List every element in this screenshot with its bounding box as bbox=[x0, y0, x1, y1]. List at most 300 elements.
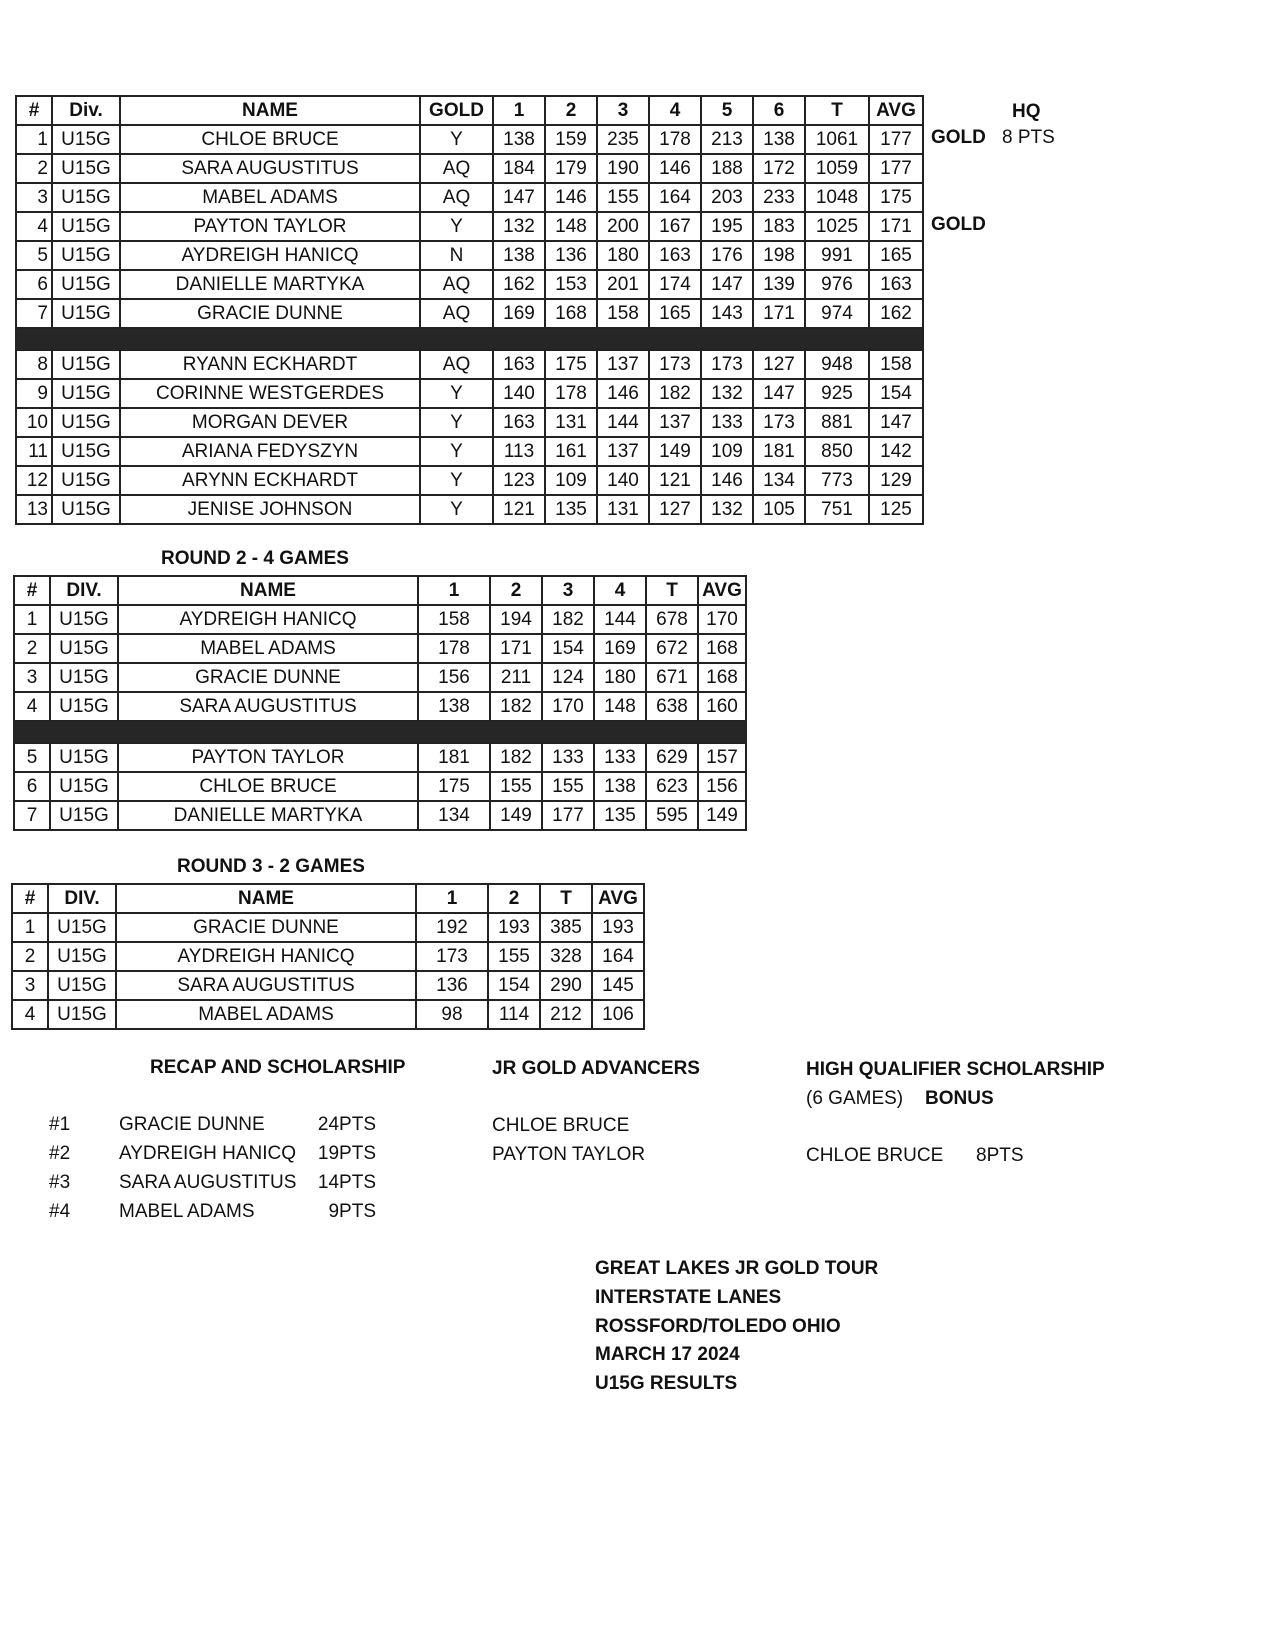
table-row bbox=[16, 408, 923, 437]
column-header: 1 bbox=[416, 884, 488, 913]
game-score-cell: 195 bbox=[701, 212, 753, 241]
recap-rank: #1 bbox=[49, 1114, 71, 1135]
hq-scholarship-points: 8PTS bbox=[976, 1145, 1024, 1166]
game-score-cell: 133 bbox=[542, 743, 594, 772]
average-cell: 177 bbox=[869, 154, 923, 183]
total-cell: 1061 bbox=[805, 125, 869, 154]
cut-line-divider bbox=[16, 328, 923, 350]
game-score-cell: 165 bbox=[649, 299, 701, 328]
game-score-cell: 159 bbox=[545, 125, 597, 154]
division-cell: U15G bbox=[52, 241, 120, 270]
rank-cell: 12 bbox=[16, 466, 52, 495]
name-cell: PAYTON TAYLOR bbox=[118, 743, 418, 772]
hq-points-note: 8 PTS bbox=[1002, 127, 1055, 148]
game-score-cell: 168 bbox=[545, 299, 597, 328]
division-cell: U15G bbox=[52, 350, 120, 379]
name-cell: MABEL ADAMS bbox=[118, 634, 418, 663]
rank-cell: 6 bbox=[14, 772, 50, 801]
rank-cell: 9 bbox=[16, 379, 52, 408]
game-score-cell: 155 bbox=[490, 772, 542, 801]
game-score-cell: 105 bbox=[753, 495, 805, 524]
gold-status-cell: AQ bbox=[420, 270, 493, 299]
game-score-cell: 211 bbox=[490, 663, 542, 692]
game-score-cell: 144 bbox=[597, 408, 649, 437]
game-score-cell: 154 bbox=[488, 971, 540, 1000]
rank-cell: 7 bbox=[16, 299, 52, 328]
name-cell: CHLOE BRUCE bbox=[118, 772, 418, 801]
rank-cell: 5 bbox=[14, 743, 50, 772]
name-cell: CORINNE WESTGERDES bbox=[120, 379, 420, 408]
gold-status-cell: AQ bbox=[420, 299, 493, 328]
table-row bbox=[14, 634, 746, 663]
rank-cell: 11 bbox=[16, 437, 52, 466]
game-score-cell: 155 bbox=[488, 942, 540, 971]
average-cell: 147 bbox=[869, 408, 923, 437]
name-cell: AYDREIGH HANICQ bbox=[118, 605, 418, 634]
game-score-cell: 154 bbox=[542, 634, 594, 663]
game-score-cell: 178 bbox=[418, 634, 490, 663]
total-cell: 623 bbox=[646, 772, 698, 801]
column-header: NAME bbox=[118, 576, 418, 605]
game-score-cell: 156 bbox=[418, 663, 490, 692]
cut-line-divider bbox=[14, 721, 746, 743]
total-cell: 925 bbox=[805, 379, 869, 408]
game-score-cell: 184 bbox=[493, 154, 545, 183]
game-score-cell: 155 bbox=[597, 183, 649, 212]
hq-scholarship-bonus: BONUS bbox=[925, 1088, 994, 1109]
game-score-cell: 163 bbox=[649, 241, 701, 270]
total-cell: 881 bbox=[805, 408, 869, 437]
round2-table bbox=[13, 575, 747, 831]
round3-table bbox=[11, 883, 645, 1030]
name-cell: GRACIE DUNNE bbox=[116, 913, 416, 942]
game-score-cell: 136 bbox=[545, 241, 597, 270]
total-cell: 638 bbox=[646, 692, 698, 721]
gold-status-cell: Y bbox=[420, 212, 493, 241]
rank-cell: 13 bbox=[16, 495, 52, 524]
total-cell: 1025 bbox=[805, 212, 869, 241]
division-cell: U15G bbox=[52, 299, 120, 328]
total-cell: 328 bbox=[540, 942, 592, 971]
column-header: 1 bbox=[493, 96, 545, 125]
average-cell: 125 bbox=[869, 495, 923, 524]
game-score-cell: 146 bbox=[649, 154, 701, 183]
total-cell: 671 bbox=[646, 663, 698, 692]
table-row bbox=[16, 299, 923, 328]
column-header: 3 bbox=[542, 576, 594, 605]
column-header: # bbox=[16, 96, 52, 125]
column-header: 4 bbox=[594, 576, 646, 605]
game-score-cell: 133 bbox=[701, 408, 753, 437]
column-header: 2 bbox=[490, 576, 542, 605]
hq-column-header: HQ bbox=[1012, 101, 1041, 122]
total-cell: 678 bbox=[646, 605, 698, 634]
rank-cell: 4 bbox=[16, 212, 52, 241]
column-header: DIV. bbox=[50, 576, 118, 605]
name-cell: DANIELLE MARTYKA bbox=[120, 270, 420, 299]
game-score-cell: 178 bbox=[545, 379, 597, 408]
division-cell: U15G bbox=[52, 270, 120, 299]
footer-line: INTERSTATE LANES bbox=[595, 1287, 782, 1308]
game-score-cell: 161 bbox=[545, 437, 597, 466]
column-header: DIV. bbox=[48, 884, 116, 913]
game-score-cell: 135 bbox=[545, 495, 597, 524]
total-cell: 290 bbox=[540, 971, 592, 1000]
name-cell: CHLOE BRUCE bbox=[120, 125, 420, 154]
table-row bbox=[16, 495, 923, 524]
average-cell: 193 bbox=[592, 913, 644, 942]
game-score-cell: 158 bbox=[418, 605, 490, 634]
division-cell: U15G bbox=[50, 801, 118, 830]
recap-name: SARA AUGUSTITUS bbox=[119, 1172, 297, 1193]
division-cell: U15G bbox=[52, 466, 120, 495]
game-score-cell: 149 bbox=[649, 437, 701, 466]
name-cell: GRACIE DUNNE bbox=[120, 299, 420, 328]
rank-cell: 4 bbox=[12, 1000, 48, 1029]
game-score-cell: 235 bbox=[597, 125, 649, 154]
game-score-cell: 140 bbox=[493, 379, 545, 408]
average-cell: 145 bbox=[592, 971, 644, 1000]
total-cell: 1059 bbox=[805, 154, 869, 183]
table-row bbox=[12, 913, 644, 942]
column-header: T bbox=[805, 96, 869, 125]
game-score-cell: 149 bbox=[490, 801, 542, 830]
column-header: 4 bbox=[649, 96, 701, 125]
game-score-cell: 169 bbox=[493, 299, 545, 328]
game-score-cell: 173 bbox=[701, 350, 753, 379]
game-score-cell: 182 bbox=[490, 743, 542, 772]
average-cell: 149 bbox=[698, 801, 746, 830]
division-cell: U15G bbox=[48, 971, 116, 1000]
rank-cell: 6 bbox=[16, 270, 52, 299]
footer-line: U15G RESULTS bbox=[595, 1373, 738, 1394]
division-cell: U15G bbox=[48, 913, 116, 942]
name-cell: SARA AUGUSTITUS bbox=[120, 154, 420, 183]
average-cell: 165 bbox=[869, 241, 923, 270]
game-score-cell: 132 bbox=[701, 495, 753, 524]
game-score-cell: 158 bbox=[597, 299, 649, 328]
name-cell: SARA AUGUSTITUS bbox=[116, 971, 416, 1000]
division-cell: U15G bbox=[52, 437, 120, 466]
game-score-cell: 192 bbox=[416, 913, 488, 942]
game-score-cell: 193 bbox=[488, 913, 540, 942]
game-score-cell: 171 bbox=[753, 299, 805, 328]
table-row bbox=[14, 743, 746, 772]
average-cell: 177 bbox=[869, 125, 923, 154]
game-score-cell: 138 bbox=[753, 125, 805, 154]
recap-rank: #2 bbox=[49, 1143, 71, 1164]
average-cell: 106 bbox=[592, 1000, 644, 1029]
game-score-cell: 176 bbox=[701, 241, 753, 270]
game-score-cell: 134 bbox=[418, 801, 490, 830]
gold-note: GOLD bbox=[931, 127, 986, 148]
division-cell: U15G bbox=[50, 634, 118, 663]
game-score-cell: 163 bbox=[493, 408, 545, 437]
table-row bbox=[12, 1000, 644, 1029]
game-score-cell: 109 bbox=[701, 437, 753, 466]
game-score-cell: 175 bbox=[418, 772, 490, 801]
gold-status-cell: AQ bbox=[420, 183, 493, 212]
game-score-cell: 147 bbox=[493, 183, 545, 212]
game-score-cell: 137 bbox=[649, 408, 701, 437]
rank-cell: 3 bbox=[14, 663, 50, 692]
game-score-cell: 132 bbox=[701, 379, 753, 408]
game-score-cell: 127 bbox=[649, 495, 701, 524]
recap-name: MABEL ADAMS bbox=[119, 1201, 255, 1222]
total-cell: 850 bbox=[805, 437, 869, 466]
game-score-cell: 183 bbox=[753, 212, 805, 241]
gold-status-cell: Y bbox=[420, 408, 493, 437]
gold-status-cell: Y bbox=[420, 495, 493, 524]
game-score-cell: 133 bbox=[594, 743, 646, 772]
table-row bbox=[14, 772, 746, 801]
game-score-cell: 147 bbox=[701, 270, 753, 299]
rank-cell: 4 bbox=[14, 692, 50, 721]
game-score-cell: 194 bbox=[490, 605, 542, 634]
game-score-cell: 167 bbox=[649, 212, 701, 241]
column-header: 2 bbox=[488, 884, 540, 913]
game-score-cell: 190 bbox=[597, 154, 649, 183]
game-score-cell: 171 bbox=[490, 634, 542, 663]
column-header: 5 bbox=[701, 96, 753, 125]
table-row bbox=[16, 270, 923, 299]
game-score-cell: 124 bbox=[542, 663, 594, 692]
total-cell: 974 bbox=[805, 299, 869, 328]
rank-cell: 2 bbox=[16, 154, 52, 183]
recap-title: RECAP AND SCHOLARSHIP bbox=[150, 1057, 406, 1078]
division-cell: U15G bbox=[50, 605, 118, 634]
gold-status-cell: Y bbox=[420, 466, 493, 495]
cut-line-bar bbox=[16, 328, 923, 350]
table-row bbox=[12, 942, 644, 971]
table-row bbox=[16, 466, 923, 495]
name-cell: MABEL ADAMS bbox=[116, 1000, 416, 1029]
average-cell: 175 bbox=[869, 183, 923, 212]
name-cell: PAYTON TAYLOR bbox=[120, 212, 420, 241]
game-score-cell: 98 bbox=[416, 1000, 488, 1029]
column-header: AVG bbox=[698, 576, 746, 605]
average-cell: 168 bbox=[698, 634, 746, 663]
average-cell: 158 bbox=[869, 350, 923, 379]
recap-points: 14PTS bbox=[317, 1172, 376, 1193]
round1-table bbox=[15, 95, 924, 525]
column-header: # bbox=[14, 576, 50, 605]
game-score-cell: 147 bbox=[753, 379, 805, 408]
table-row bbox=[16, 241, 923, 270]
name-cell: ARYNN ECKHARDT bbox=[120, 466, 420, 495]
table-row bbox=[14, 605, 746, 634]
game-score-cell: 121 bbox=[493, 495, 545, 524]
total-cell: 212 bbox=[540, 1000, 592, 1029]
game-score-cell: 182 bbox=[649, 379, 701, 408]
rank-cell: 7 bbox=[14, 801, 50, 830]
game-score-cell: 138 bbox=[493, 241, 545, 270]
name-cell: AYDREIGH HANICQ bbox=[116, 942, 416, 971]
game-score-cell: 203 bbox=[701, 183, 753, 212]
hq-scholarship-name: CHLOE BRUCE bbox=[806, 1145, 944, 1166]
game-score-cell: 175 bbox=[545, 350, 597, 379]
game-score-cell: 180 bbox=[594, 663, 646, 692]
column-header: 1 bbox=[418, 576, 490, 605]
game-score-cell: 139 bbox=[753, 270, 805, 299]
game-score-cell: 138 bbox=[493, 125, 545, 154]
table-row bbox=[16, 183, 923, 212]
gold-status-cell: Y bbox=[420, 125, 493, 154]
game-score-cell: 178 bbox=[649, 125, 701, 154]
game-score-cell: 173 bbox=[753, 408, 805, 437]
recap-points: 9PTS bbox=[328, 1201, 376, 1222]
gold-note: GOLD bbox=[931, 214, 986, 235]
division-cell: U15G bbox=[52, 183, 120, 212]
table-row bbox=[16, 125, 923, 154]
game-score-cell: 137 bbox=[597, 437, 649, 466]
game-score-cell: 180 bbox=[597, 241, 649, 270]
column-header: AVG bbox=[592, 884, 644, 913]
total-cell: 976 bbox=[805, 270, 869, 299]
rank-cell: 2 bbox=[12, 942, 48, 971]
column-header: 6 bbox=[753, 96, 805, 125]
recap-name: AYDREIGH HANICQ bbox=[119, 1143, 297, 1164]
game-score-cell: 179 bbox=[545, 154, 597, 183]
game-score-cell: 173 bbox=[416, 942, 488, 971]
division-cell: U15G bbox=[50, 743, 118, 772]
game-score-cell: 200 bbox=[597, 212, 649, 241]
name-cell: MORGAN DEVER bbox=[120, 408, 420, 437]
name-cell: MABEL ADAMS bbox=[120, 183, 420, 212]
game-score-cell: 153 bbox=[545, 270, 597, 299]
rank-cell: 8 bbox=[16, 350, 52, 379]
game-score-cell: 163 bbox=[493, 350, 545, 379]
game-score-cell: 137 bbox=[597, 350, 649, 379]
round2-header-row bbox=[14, 576, 746, 605]
game-score-cell: 172 bbox=[753, 154, 805, 183]
game-score-cell: 131 bbox=[545, 408, 597, 437]
table-row bbox=[14, 663, 746, 692]
hq-scholarship-title: HIGH QUALIFIER SCHOLARSHIP bbox=[806, 1059, 1105, 1080]
game-score-cell: 113 bbox=[493, 437, 545, 466]
game-score-cell: 121 bbox=[649, 466, 701, 495]
recap-points: 24PTS bbox=[317, 1114, 376, 1135]
recap-name: GRACIE DUNNE bbox=[119, 1114, 265, 1135]
footer-line: GREAT LAKES JR GOLD TOUR bbox=[595, 1258, 879, 1279]
column-header: 3 bbox=[597, 96, 649, 125]
game-score-cell: 127 bbox=[753, 350, 805, 379]
rank-cell: 3 bbox=[16, 183, 52, 212]
column-header: T bbox=[540, 884, 592, 913]
game-score-cell: 182 bbox=[542, 605, 594, 634]
game-score-cell: 144 bbox=[594, 605, 646, 634]
total-cell: 991 bbox=[805, 241, 869, 270]
gold-status-cell: Y bbox=[420, 379, 493, 408]
table-row bbox=[14, 692, 746, 721]
rank-cell: 1 bbox=[14, 605, 50, 634]
average-cell: 162 bbox=[869, 299, 923, 328]
game-score-cell: 143 bbox=[701, 299, 753, 328]
game-score-cell: 146 bbox=[545, 183, 597, 212]
name-cell: JENISE JOHNSON bbox=[120, 495, 420, 524]
footer-line: MARCH 17 2024 bbox=[595, 1344, 740, 1365]
division-cell: U15G bbox=[52, 379, 120, 408]
game-score-cell: 138 bbox=[594, 772, 646, 801]
division-cell: U15G bbox=[50, 772, 118, 801]
column-header: T bbox=[646, 576, 698, 605]
total-cell: 385 bbox=[540, 913, 592, 942]
game-score-cell: 114 bbox=[488, 1000, 540, 1029]
game-score-cell: 170 bbox=[542, 692, 594, 721]
game-score-cell: 181 bbox=[418, 743, 490, 772]
column-header: Div. bbox=[52, 96, 120, 125]
footer-line: ROSSFORD/TOLEDO OHIO bbox=[595, 1316, 841, 1337]
game-score-cell: 136 bbox=[416, 971, 488, 1000]
game-score-cell: 134 bbox=[753, 466, 805, 495]
table-row bbox=[16, 379, 923, 408]
total-cell: 773 bbox=[805, 466, 869, 495]
game-score-cell: 123 bbox=[493, 466, 545, 495]
column-header: NAME bbox=[116, 884, 416, 913]
table-row bbox=[16, 154, 923, 183]
round2-title: ROUND 2 - 4 GAMES bbox=[161, 548, 349, 569]
game-score-cell: 173 bbox=[649, 350, 701, 379]
game-score-cell: 181 bbox=[753, 437, 805, 466]
total-cell: 595 bbox=[646, 801, 698, 830]
division-cell: U15G bbox=[48, 1000, 116, 1029]
average-cell: 168 bbox=[698, 663, 746, 692]
column-header: GOLD bbox=[420, 96, 493, 125]
average-cell: 171 bbox=[869, 212, 923, 241]
round3-header-row bbox=[12, 884, 644, 913]
game-score-cell: 148 bbox=[594, 692, 646, 721]
game-score-cell: 201 bbox=[597, 270, 649, 299]
division-cell: U15G bbox=[50, 663, 118, 692]
name-cell: DANIELLE MARTYKA bbox=[118, 801, 418, 830]
game-score-cell: 213 bbox=[701, 125, 753, 154]
game-score-cell: 109 bbox=[545, 466, 597, 495]
game-score-cell: 169 bbox=[594, 634, 646, 663]
game-score-cell: 188 bbox=[701, 154, 753, 183]
game-score-cell: 233 bbox=[753, 183, 805, 212]
recap-rank: #3 bbox=[49, 1172, 71, 1193]
average-cell: 129 bbox=[869, 466, 923, 495]
division-cell: U15G bbox=[52, 495, 120, 524]
column-header: 2 bbox=[545, 96, 597, 125]
column-header: NAME bbox=[120, 96, 420, 125]
division-cell: U15G bbox=[52, 408, 120, 437]
name-cell: SARA AUGUSTITUS bbox=[118, 692, 418, 721]
division-cell: U15G bbox=[52, 212, 120, 241]
game-score-cell: 182 bbox=[490, 692, 542, 721]
game-score-cell: 138 bbox=[418, 692, 490, 721]
table-row bbox=[12, 971, 644, 1000]
rank-cell: 3 bbox=[12, 971, 48, 1000]
recap-points: 19PTS bbox=[317, 1143, 376, 1164]
table-row bbox=[16, 437, 923, 466]
game-score-cell: 135 bbox=[594, 801, 646, 830]
total-cell: 1048 bbox=[805, 183, 869, 212]
game-score-cell: 164 bbox=[649, 183, 701, 212]
average-cell: 164 bbox=[592, 942, 644, 971]
game-score-cell: 140 bbox=[597, 466, 649, 495]
game-score-cell: 162 bbox=[493, 270, 545, 299]
name-cell: RYANN ECKHARDT bbox=[120, 350, 420, 379]
division-cell: U15G bbox=[52, 125, 120, 154]
gold-status-cell: N bbox=[420, 241, 493, 270]
division-cell: U15G bbox=[52, 154, 120, 183]
average-cell: 154 bbox=[869, 379, 923, 408]
average-cell: 170 bbox=[698, 605, 746, 634]
total-cell: 629 bbox=[646, 743, 698, 772]
game-score-cell: 148 bbox=[545, 212, 597, 241]
total-cell: 672 bbox=[646, 634, 698, 663]
